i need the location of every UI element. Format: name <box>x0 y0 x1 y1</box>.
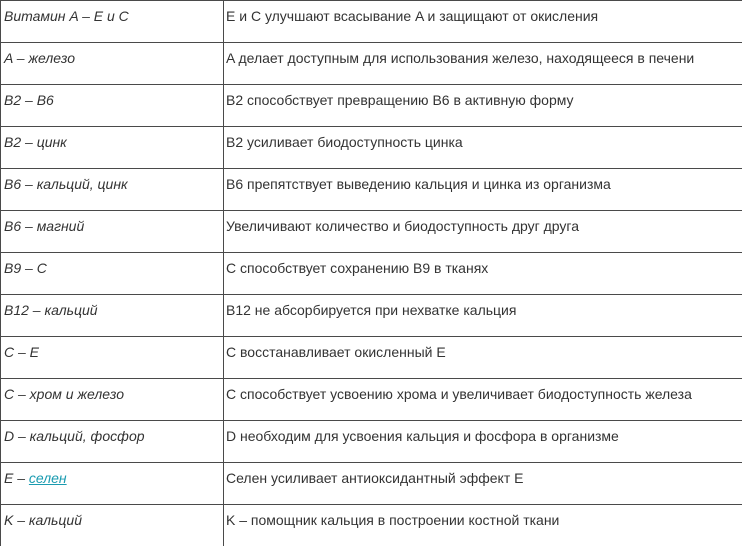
vitamin-pair-cell: B2 – B6 <box>1 85 224 126</box>
interaction-effect-cell: K – помощник кальция в построении костной ткани <box>226 512 560 528</box>
vitamin-pair-cell: B9 – C <box>1 253 224 294</box>
vitamin-pair-cell: B6 – кальций, цинк <box>1 169 224 210</box>
vitamin-pair-cell: D – кальций, фосфор <box>1 421 224 462</box>
vitamin-pair-cell <box>1 463 224 504</box>
interaction-effect-cell: C способствует сохранению B9 в тканях <box>226 260 489 276</box>
interaction-effect-cell: B2 способствует превращению B6 в активную форму <box>226 92 574 108</box>
vitamin-pair-cell: A – железо <box>1 43 224 84</box>
vitamin-pair-cell: B12 – кальций <box>1 295 224 336</box>
vitamin-pair-cell: C – E <box>1 337 224 378</box>
table-row <box>1 463 742 505</box>
vitamin-pair-cell: Витамин A – E и C <box>1 1 224 42</box>
interaction-effect-cell: C способствует усвоению хрома и увеличивает биодоступность железа <box>226 386 692 402</box>
selenium-link[interactable]: селен <box>28 470 67 486</box>
table-row <box>1 253 742 295</box>
interaction-effect-cell: B12 не абсорбируется при нехватке кальция <box>226 302 517 318</box>
interaction-effect-cell: B6 препятствует выведению кальция и цинка из организма <box>226 176 611 192</box>
table-row <box>1 85 742 127</box>
table-row <box>1 295 742 337</box>
interaction-effect-cell: C восстанавливает окисленный E <box>226 344 446 360</box>
vitamin-pair-prefix: E – <box>4 470 29 486</box>
interaction-effect-cell: D необходим для усвоения кальция и фосфора в организме <box>226 428 619 444</box>
table-row <box>1 505 742 546</box>
interaction-effect-cell: B2 усиливает биодоступность цинка <box>226 134 463 150</box>
table-row <box>1 43 742 85</box>
vitamin-pair-cell: B2 – цинк <box>1 127 224 168</box>
interaction-effect-cell: Увеличивают количество и биодоступность друг друга <box>226 218 579 234</box>
vitamin-pair-cell: C – хром и железо <box>1 379 224 420</box>
interaction-effect-cell: E и C улучшают всасывание A и защищают от окисления <box>226 8 599 24</box>
vitamin-pair-cell: B6 – магний <box>1 211 224 252</box>
table-row <box>1 127 742 169</box>
interaction-effect-cell: A делает доступным для использования железо, находящееся в печени <box>226 50 695 66</box>
table-row <box>1 211 742 253</box>
table-row <box>1 1 742 43</box>
table-row <box>1 169 742 211</box>
table-row <box>1 379 742 421</box>
table-row <box>1 421 742 463</box>
vitamin-pair-cell: K – кальций <box>1 505 224 546</box>
table-row <box>1 337 742 379</box>
interaction-effect-cell: Селен усиливает антиоксидантный эффект E <box>226 470 524 486</box>
